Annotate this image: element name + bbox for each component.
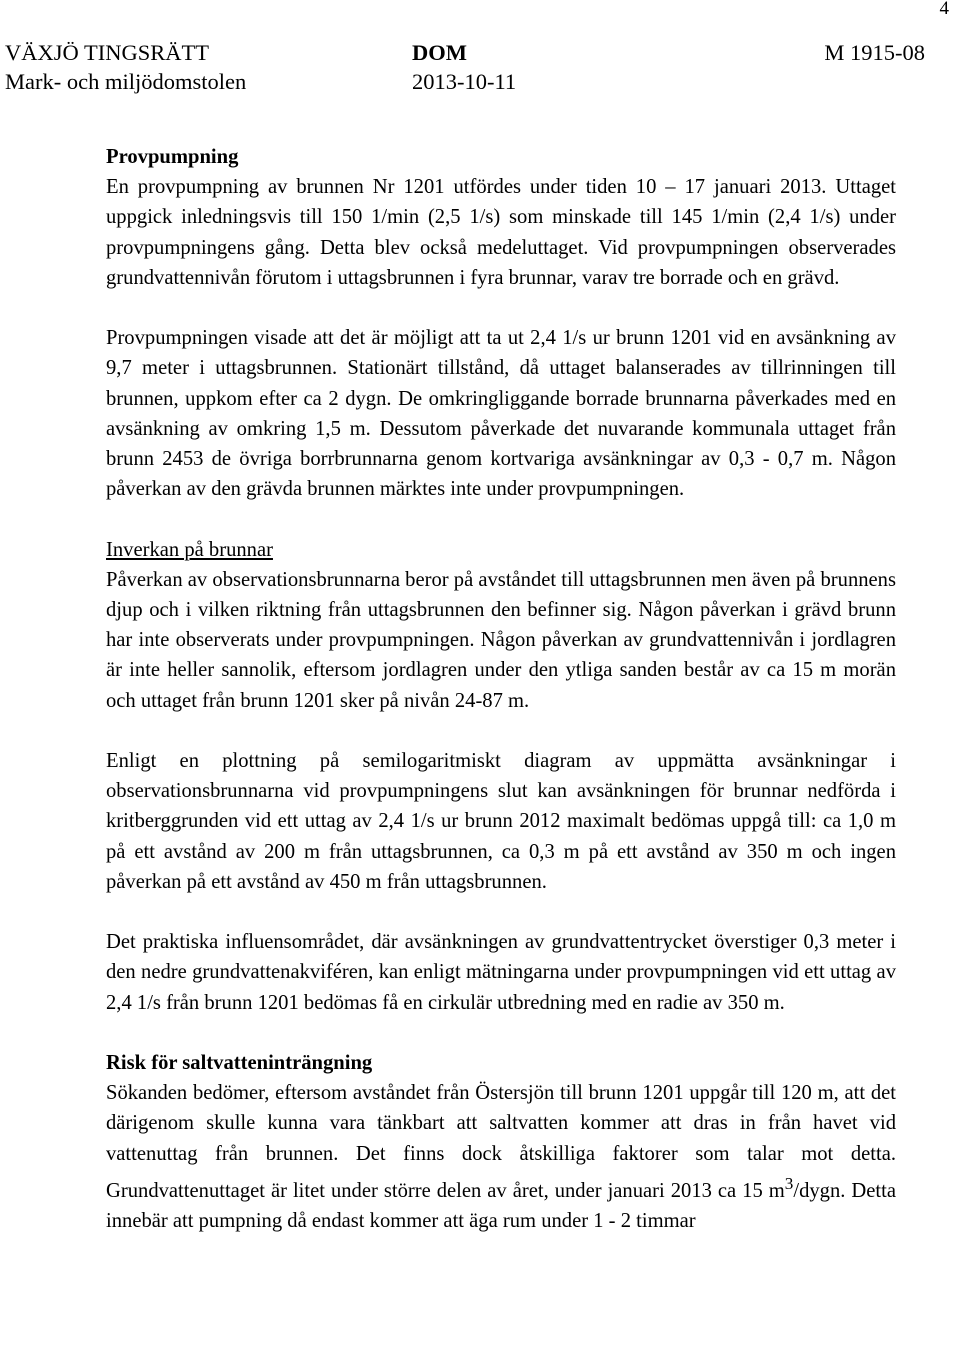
section-heading-risk: Risk för saltvatteninträngning — [106, 1052, 373, 1075]
document-type: DOM — [412, 40, 467, 65]
document-body — [106, 142, 896, 1236]
superscript: 3 — [784, 1173, 794, 1193]
paragraph: En provpumpning av brunnen Nr 1201 utfördes under tiden 10 – 17 januari 2013. Uttaget uppgick inledningsvis till 150 1/min (2,5 1/s) som minskade till 145 1/min (2,4 1/s) under provpumpningens gång. Detta blev också medeluttaget. Vid provpumpningen observerades grundvattennivån förutom i uttagsbrunnen i fyra brunnar, varav tre borrade och en grävd. — [106, 176, 896, 289]
court-name: VÄXJÖ TINGSRÄTT — [5, 40, 209, 65]
section-heading-inverkan: Inverkan på brunnar — [106, 538, 273, 561]
paragraph: Enligt en plottning på semilogaritmiskt diagram av uppmätta avsänkningar i observationsbrunnarna vid provpumpningens slut kan avsänkningen för brunnar nedförda i kritberggrunden vid ett uttag av 2,4 1/s ur brunn 2012 maximalt bedömas uppgå till: ca 1,0 m på ett avstånd av 200 m från uttagsbrunnen, ca 0,3 m på ett avstånd av 350 m och ingen påverkan på ett avstånd av 450 m från uttagsbrunnen. — [106, 750, 896, 893]
paragraph: Påverkan av observationsbrunnarna beror på avståndet till uttagsbrunnen men även på brunnens djup och i vilken riktning från uttagsbrunnen den befinner sig. Någon påverkan i grävd brunn har inte observerats under provpumpningen. Någon påverkan av grundvattennivån i jordlagren är inte heller sannolik, eftersom jordlagren under den ytliga sanden består av ca 15 m morän och uttaget från brunn 1201 sker på nivån 24-87 m. — [106, 568, 896, 712]
document-date: 2013-10-11 — [412, 69, 517, 94]
paragraph-text: /dygn. Detta innebär att pumpning då endast kommer att äga rum under 1 - 2 timmar — [106, 1179, 896, 1232]
court-division: Mark- och miljödomstolen — [5, 69, 247, 94]
paragraph — [106, 1078, 896, 1236]
document-header — [5, 38, 925, 96]
section-heading-provpumpning: Provpumpning — [106, 146, 239, 168]
paragraph: Det praktiska influensområdet, där avsänkningen av grundvattentrycket överstiger 0,3 meter i den nedre grundvattenakviféren, kan enligt mätningarna under provpumpningen vid ett uttag av 2,4 1/s från brunn 1201 bedömas få en cirkulär utbredning med en radie av 350 m. — [106, 931, 896, 1014]
paragraph: Provpumpningen visade att det är möjligt att ta ut 2,4 1/s ur brunn 1201 vid en avsänkning av 9,7 meter i uttagsbrunnen. Stationärt tillstånd, då uttaget balanserades av tillrinningen till brunnen, uppkom efter ca 2 dygn. De omkringliggande borrade brunnarna påverkades med en avsänkning av omkring 1,5 m. Dessutom påverkade det nuvarande kommunala uttaget från brunn 2453 de övriga borrbrunnarna genom kortvariga avsänkningar av 0,3 - 0,7 m. Någon påverkan av den grävda brunnen märktes inte under provpumpningen. — [106, 327, 896, 501]
case-number: M 1915-08 — [824, 40, 925, 65]
paragraph-text: Sökanden bedömer, eftersom avståndet från Östersjön till brunn 1201 uppgår till 120 m, att det därigenom skulle kunna vara tänkbart att saltvatten kommer att dras in från havet vid vattenuttag från brunnen. Det finns dock åtskilliga faktorer som talar mot detta. Grundvattenuttaget är litet under större delen av året, under januari 2013 ca 15 m — [106, 1082, 896, 1202]
page-number: 4 — [939, 0, 949, 19]
